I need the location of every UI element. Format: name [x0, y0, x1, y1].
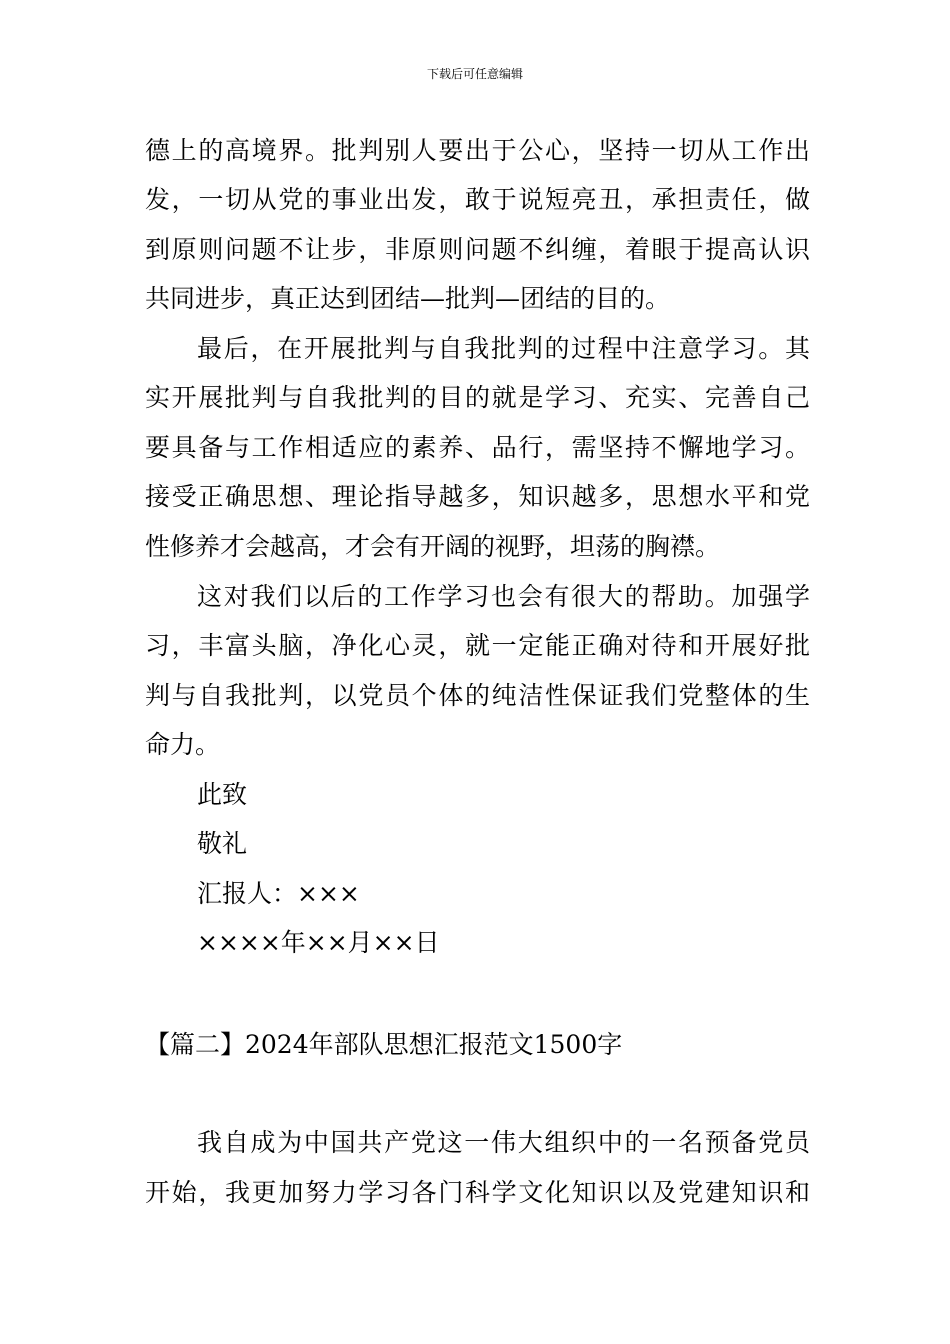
paragraph-line: 接受正确思想、理论指导越多，知识越多，思想水平和党 — [145, 482, 810, 511]
paragraph-line: 命力。 — [145, 730, 221, 759]
page-header: 下载后可任意编辑 — [426, 67, 523, 81]
closing-salutation: 此致 — [197, 780, 248, 809]
report-date: ××××年××月××日 — [197, 928, 440, 957]
closing-regards: 敬礼 — [197, 829, 248, 858]
paragraph-line: 发，一切从党的事业出发，敢于说短亮丑，承担责任，做 — [145, 185, 810, 214]
paragraph-line: 德上的高境界。批判别人要出于公心，坚持一切从工作出 — [145, 136, 810, 165]
paragraph-line: 要具备与工作相适应的素养、品行，需坚持不懈地学习。 — [145, 433, 810, 462]
paragraph-line: 到原则问题不让步，非原则问题不纠缠，着眼于提高认识 — [145, 235, 810, 264]
paragraph-line: 实开展批判与自我批判的目的就是学习、充实、完善自己 — [145, 383, 810, 412]
paragraph-line: 最后，在开展批判与自我批判的过程中注意学习。其 — [197, 334, 810, 363]
paragraph-line: 这对我们以后的工作学习也会有很大的帮助。加强学 — [197, 582, 810, 611]
section-title: 【篇二】2024年部队思想汇报范文1500字 — [145, 1030, 623, 1059]
paragraph-line: 习，丰富头脑，净化心灵，就一定能正确对待和开展好批 — [145, 631, 810, 660]
paragraph-line: 共同进步，真正达到团结—批判—团结的目的。 — [145, 284, 671, 313]
paragraph-line: 性修养才会越高，才会有开阔的视野，坦荡的胸襟。 — [145, 532, 721, 561]
paragraph-line: 判与自我批判，以党员个体的纯洁性保证我们党整体的生 — [145, 681, 810, 710]
paragraph-line: 我自成为中国共产党这一伟大组织中的一名预备党员 — [197, 1128, 810, 1157]
paragraph-line: 开始，我更加努力学习各门科学文化知识以及党建知识和 — [145, 1178, 810, 1207]
reporter-signature: 汇报人：××× — [197, 879, 360, 908]
